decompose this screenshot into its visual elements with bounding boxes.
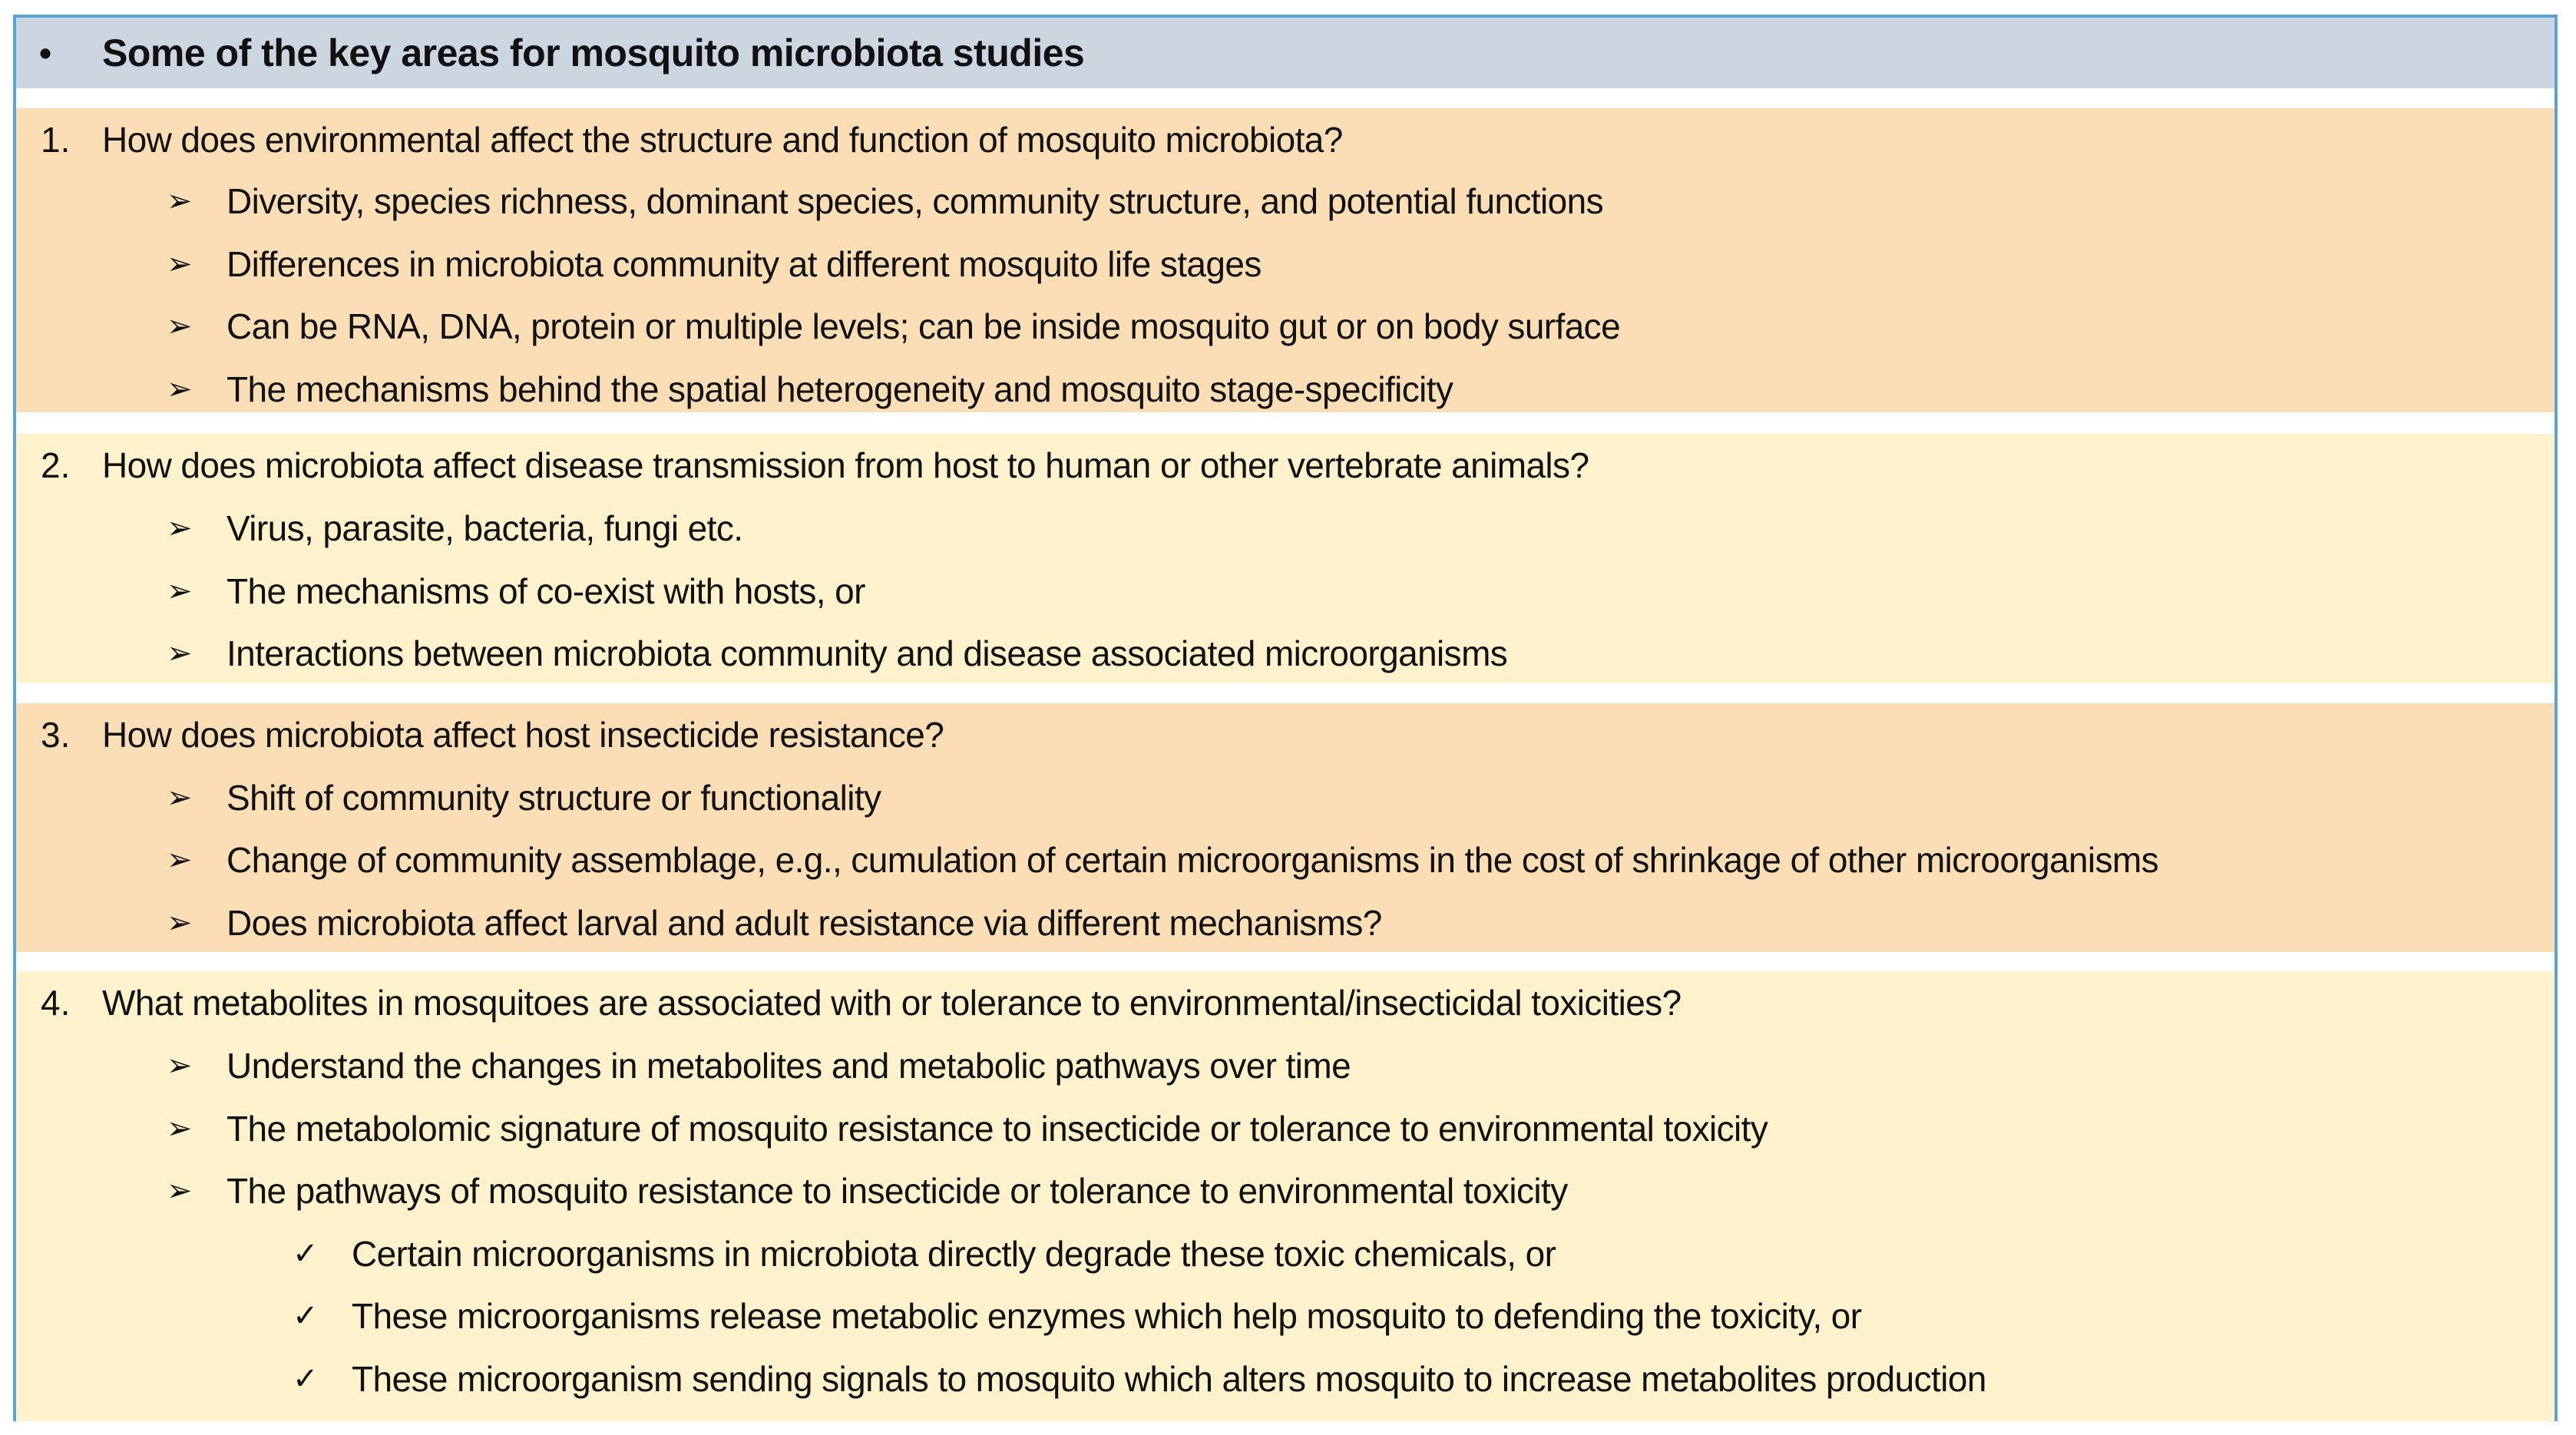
list-item-text: Understand the changes in metabolites and metabolic pathways over time [227, 1046, 1351, 1086]
list-item [16, 233, 2555, 296]
list-item-text: The mechanisms of co-exist with hosts, or [227, 571, 865, 611]
header-title: Some of the key areas for mosquito microbiota studies [102, 31, 1085, 74]
key-areas-table [13, 15, 2558, 1421]
arrow-bullet-icon: ➢ [167, 184, 193, 218]
table-header [16, 18, 2555, 88]
arrow-bullet-icon: ➢ [167, 574, 193, 608]
section-1 [16, 108, 2555, 412]
arrow-bullet-icon: ➢ [167, 309, 193, 343]
list-item-text: Change of community assemblage, e.g., cumulation of certain microorganisms in the cost of shrinkage of other microorganisms [227, 840, 2159, 880]
check-icon: ✓ [293, 1362, 319, 1396]
section-2 [16, 434, 2555, 683]
list-item [16, 1159, 2555, 1222]
question-text: What metabolites in mosquitoes are associated with or tolerance to environmental/insecticidal toxicities? [102, 983, 1682, 1023]
section-question [16, 108, 2555, 171]
list-item-text: Diversity, species richness, dominant species, community structure, and potential functions [227, 181, 1604, 221]
section-question [16, 971, 2555, 1034]
list-item-text: Differences in microbiota community at different mosquito life stages [227, 244, 1262, 284]
section-number: 1. [41, 120, 71, 160]
list-item [16, 497, 2555, 560]
arrow-bullet-icon: ➢ [167, 1049, 193, 1083]
arrow-bullet-icon: ➢ [167, 511, 193, 545]
section-number: 3. [41, 715, 71, 755]
check-icon: ✓ [293, 1237, 319, 1271]
arrow-bullet-icon: ➢ [167, 906, 193, 940]
sub-list-item-text: These microorganisms release metabolic enzymes which help mosquito to defending the toxicity, or [352, 1296, 1862, 1336]
arrow-bullet-icon: ➢ [167, 1174, 193, 1208]
list-item-text: The metabolomic signature of mosquito resistance to insecticide or tolerance to environmental toxicity [227, 1109, 1768, 1149]
list-item [16, 891, 2555, 954]
question-text: How does microbiota affect disease transmission from host to human or other vertebrate animals? [102, 445, 1589, 485]
list-item [16, 766, 2555, 829]
list-item [16, 1097, 2555, 1160]
question-text: How does environmental affect the structure and function of mosquito microbiota? [102, 120, 1343, 160]
sub-list-item [16, 1285, 2555, 1347]
arrow-bullet-icon: ➢ [167, 636, 193, 670]
section-question [16, 434, 2555, 497]
list-item-text: Does microbiota affect larval and adult resistance via different mechanisms? [227, 903, 1382, 943]
list-item [16, 560, 2555, 623]
list-item-text: Can be RNA, DNA, protein or multiple levels; can be inside mosquito gut or on body surface [227, 306, 1621, 346]
sub-list-item-text: These microorganism sending signals to mosquito which alters mosquito to increase metabolites production [352, 1359, 1986, 1399]
section-number: 2. [41, 445, 71, 485]
arrow-bullet-icon: ➢ [167, 843, 193, 877]
list-item [16, 170, 2555, 233]
list-item [16, 828, 2555, 891]
list-item [16, 622, 2555, 685]
list-item-text: Virus, parasite, bacteria, fungi etc. [227, 508, 743, 548]
arrow-bullet-icon: ➢ [167, 1112, 193, 1146]
list-item [16, 1034, 2555, 1097]
list-item [16, 358, 2555, 421]
section-number: 4. [41, 983, 71, 1023]
question-text: How does microbiota affect host insecticide resistance? [102, 715, 944, 755]
arrow-bullet-icon: ➢ [167, 247, 193, 281]
list-item [16, 295, 2555, 358]
section-3 [16, 703, 2555, 952]
sub-list-item [16, 1347, 2555, 1410]
sub-list-item-text: Certain microorganisms in microbiota directly degrade these toxic chemicals, or [352, 1234, 1556, 1274]
list-item-text: Shift of community structure or functionality [227, 778, 881, 818]
arrow-bullet-icon: ➢ [167, 372, 193, 406]
sub-list-item [16, 1222, 2555, 1285]
list-item-text: The mechanisms behind the spatial heterogeneity and mosquito stage-specificity [227, 369, 1453, 409]
list-item-text: The pathways of mosquito resistance to insecticide or tolerance to environmental toxicity [227, 1171, 1568, 1211]
arrow-bullet-icon: ➢ [167, 781, 193, 815]
check-icon: ✓ [293, 1299, 319, 1333]
section-question [16, 703, 2555, 766]
bullet-icon: • [39, 33, 52, 73]
list-item-text: Interactions between microbiota community and disease associated microorganisms [227, 633, 1508, 673]
section-4 [16, 971, 2555, 1421]
